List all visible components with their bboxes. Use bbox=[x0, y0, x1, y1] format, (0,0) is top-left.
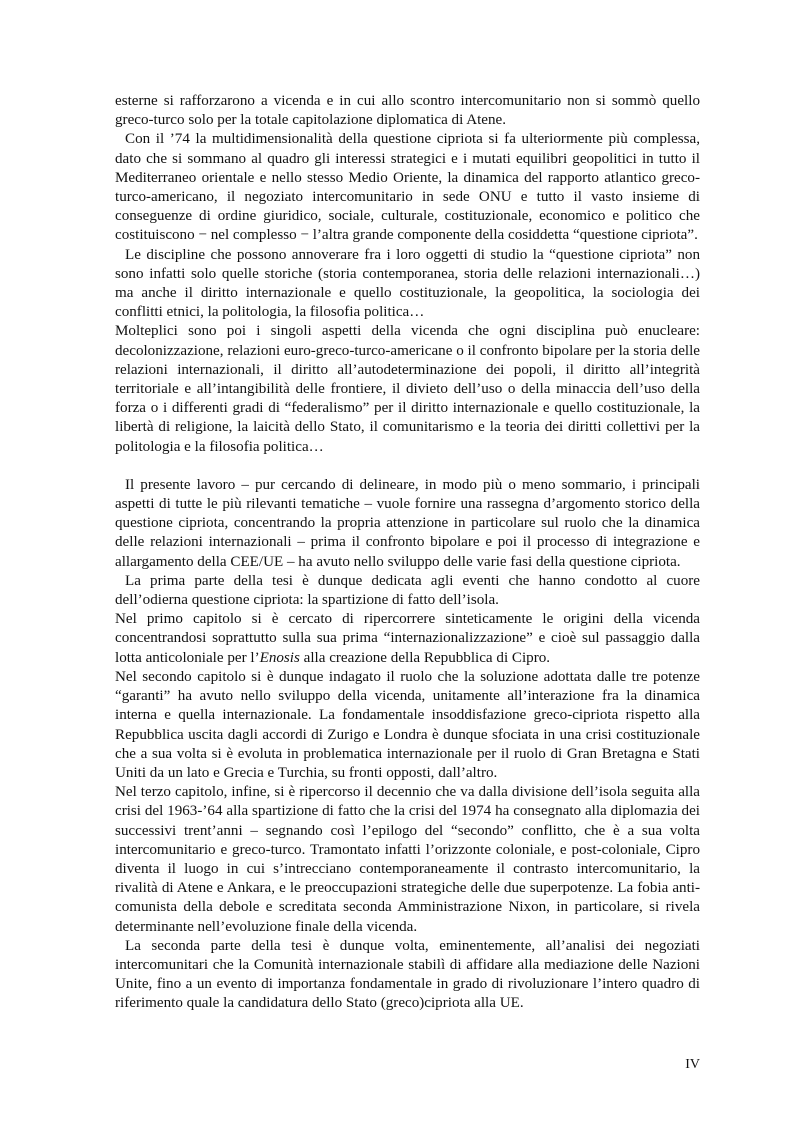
page-body bbox=[115, 92, 700, 1014]
paragraph-3: Le discipline che possono annoverare fra i loro oggetti di studio la “questione cipriota” non sono infatti solo quelle storiche (storia contemporanea, storia delle relazioni internazionali…) ma anche il diritto internazionale e quello costituzionale, la geopolitica, la sociologia dei conflitti etnici, la politologia, la filosofia politica… bbox=[115, 246, 700, 321]
paragraph-6: La prima parte della tesi è dunque dedicata agli eventi che hanno condotto al cuore dell’odierna questione cipriota: la spartizione di fatto dell’isola. bbox=[115, 572, 700, 609]
paragraph-5: Il presente lavoro – pur cercando di delineare, in modo più o meno sommario, i principali aspetti di tutte le più rilevanti tematiche – vuole fornire una rassegna d’argomento storico della questione cipriota, concentrando la propria attenzione in particolare sul ruolo che la dinamica delle relazioni internazionali – prima il confronto bipolare e poi il processo di integrazione e allargamento della CEE/UE – ha avuto nello sviluppo delle varie fasi della questione cipriota. bbox=[115, 476, 700, 570]
paragraph-9: Nel terzo capitolo, infine, si è ripercorso il decennio che va dalla divisione dell’isola seguita alla crisi del 1963-’64 alla spartizione di fatto che la crisi del 1974 ha consegnato alla diplomazia dei successivi trent’anni – segnando così l’epilogo del “secondo” conflitto, che è a sua volta intercomunitario e greco-turco. Tramontato infatti l’orizzonte coloniale, e post-coloniale, Cipro diventa il luogo in cui s’intrecciano contemporaneamente il contrasto intercomunitario, la rivalità di Atene e Ankara, e le preoccupazioni strategiche delle due superpotenze. La fobia anti-comunista della debole e screditata seconda Amministrazione Nixon, in particolare, si rivela determinante nell’evoluzione finale della vicenda. bbox=[115, 784, 700, 935]
paragraph-4: Molteplici sono poi i singoli aspetti della vicenda che ogni disciplina può enucleare: decolonizzazione, relazioni euro-greco-turco-americane o il confronto bipolare per la storia delle relazioni internazionali, il diritto all’autodeterminazione dei popoli, il diritto all’integrità territoriale e all’intangibilità delle frontiere, il divieto dell’uso o della minaccia dell’uso della forza o i differenti gradi di “federalismo” per il diritto internazionale e quello costituzionale, la libertà di religione, la laicità dello Stato, il comunitarismo e la teoria dei diritti collettivi per la politologia e la filosofia politica… bbox=[115, 323, 700, 455]
paragraph-2: Con il ’74 la multidimensionalità della questione cipriota si fa ulteriormente più complessa, dato che si sommano al quadro gli interessi strategici e i mutati equilibri geopolitici in tutto il Mediterraneo orientale e nello stesso Medio Oriente, la dinamica del rapporto atlantico greco-turco-americano, il negoziato intercomunitario in sede ONU e tutto il vasto insieme di conseguenze di ordine giuridico, sociale, culturale, costituzionale, economico e politico che costituiscono − nel complesso − l’altra grande componente della cosiddetta “questione cipriota”. bbox=[115, 131, 700, 244]
paragraph-7-text-after: alla creazione della Repubblica di Cipro. bbox=[299, 649, 551, 666]
enosis-term: Enosis bbox=[259, 649, 300, 666]
paragraph-10: La seconda parte della tesi è dunque volta, eminentemente, all’analisi dei negoziati intercomunitari che la Comunità internazionale stabilì di affidare alla mediazione delle Nazioni Unite, fino a un evento di importanza fondamentale in grado di rivoluzionare l’intero quadro di riferimento quale la candidatura dello Stato (greco)cipriota alla UE. bbox=[115, 937, 700, 1012]
paragraph-7 bbox=[115, 610, 700, 668]
paragraph-gap bbox=[115, 457, 700, 476]
paragraph-1: esterne si rafforzarono a vicenda e in cui allo scontro intercomunitario non si sommò quello greco-turco solo per la totale capitolazione diplomatica di Atene. bbox=[115, 93, 700, 129]
paragraph-7-text-before: Nel primo capitolo si è cercato di ripercorrere sinteticamente le origini della vicenda concentrandosi soprattutto sulla sua prima “internazionalizzazione” e cioè sul passaggio dalla lotta anticoloniale per l’ bbox=[115, 611, 700, 666]
paragraph-8: Nel secondo capitolo si è dunque indagato il ruolo che la soluzione adottata dalle tre potenze “garanti” ha avuto nello sviluppo della vicenda, unitamente all’interazione fra la dinamica interna e quella internazionale. La fondamentale insoddisfazione greco-cipriota rispetto alla Repubblica uscita dagli accordi di Zurigo e Londra è dunque sfociata in una crisi costituzionale che a sua volta si è evoluta in problematica internazionale per il ruolo di Gran Bretagna e Stati Uniti da un lato e Grecia e Turchia, su fronti opposti, dall’altro. bbox=[115, 668, 700, 781]
page-number: IV bbox=[685, 1057, 700, 1072]
